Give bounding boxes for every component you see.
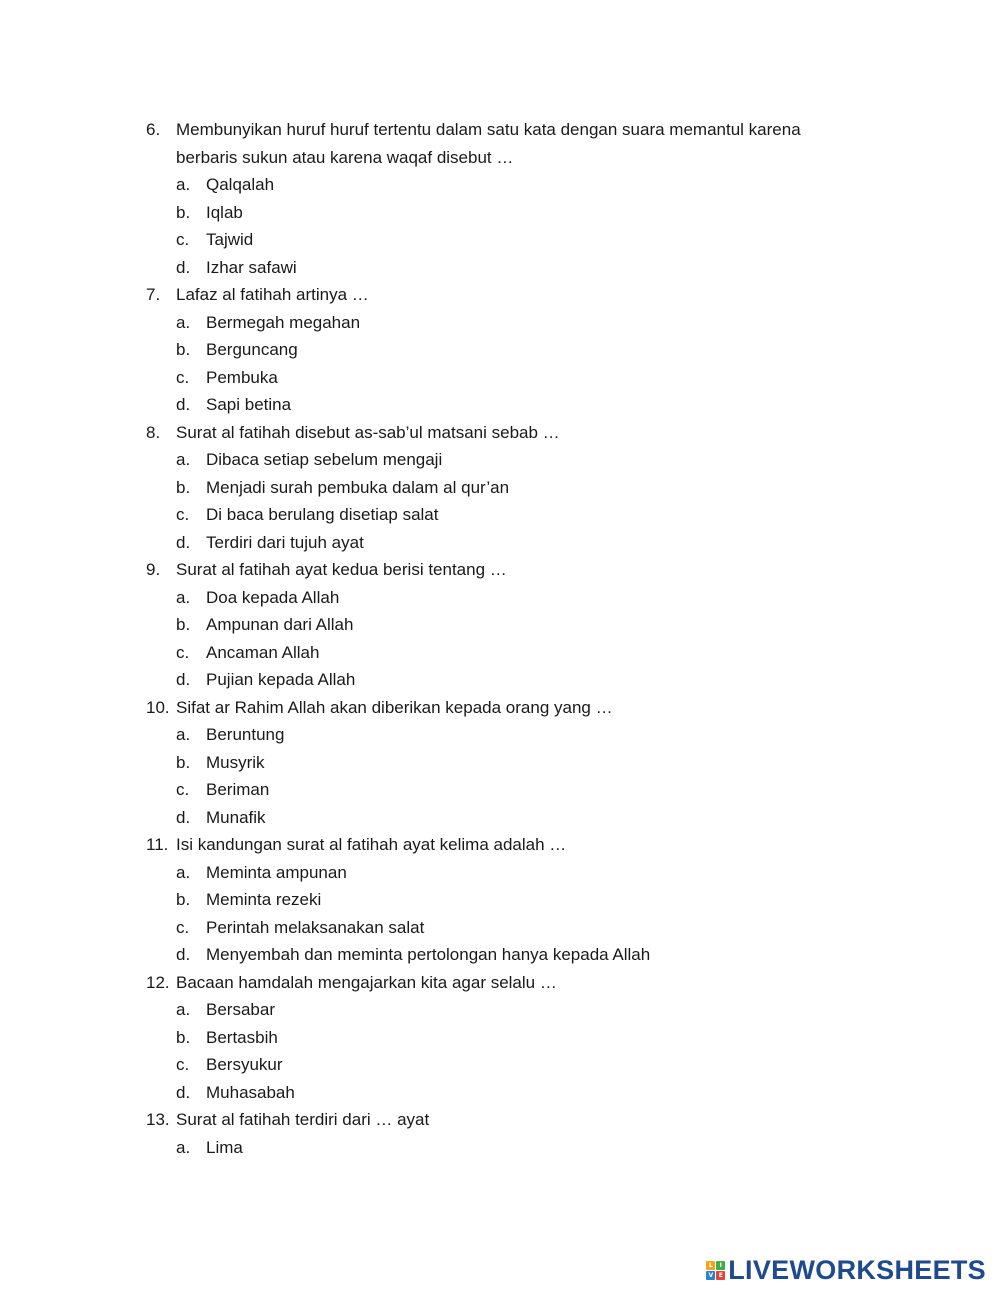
answer-option[interactable] [176,804,866,832]
option-text: Pujian kepada Allah [206,670,356,689]
option-letter: a. [176,1000,191,1019]
question-text: Surat al fatihah ayat kedua berisi tentang … [176,560,507,579]
option-list [146,721,866,831]
option-letter: c. [176,367,190,387]
answer-option[interactable] [176,666,866,694]
answer-option[interactable] [176,914,866,942]
answer-option[interactable] [176,474,866,502]
question-number: 10. [146,697,170,717]
option-text: Beruntung [206,725,285,744]
answer-option[interactable] [176,391,866,419]
option-text: Sapi betina [206,395,292,414]
option-letter: b. [176,477,191,497]
option-list [146,309,866,419]
option-letter: d. [176,257,191,277]
question-item [146,556,866,694]
question-row [146,969,866,997]
option-text: Menyembah dan meminta pertolongan hanya kepada Allah [206,945,651,964]
answer-option[interactable] [176,749,866,777]
answer-option[interactable] [176,1051,866,1079]
answer-option[interactable] [176,776,866,804]
option-letter: d. [176,532,191,552]
option-text: Dibaca setiap sebelum mengaji [206,450,443,469]
option-letter: c. [176,1055,190,1074]
question-row [146,281,866,309]
answer-option[interactable] [176,996,866,1024]
answer-option[interactable] [176,1024,866,1052]
option-text: Qalqalah [206,175,275,194]
question-number: 13. [146,1110,170,1129]
option-list [146,859,866,969]
question-row [146,419,866,447]
option-text: Meminta rezeki [206,890,322,909]
answer-option[interactable] [176,941,866,969]
answer-option[interactable] [176,1079,866,1107]
option-list [146,1134,866,1162]
option-letter: c. [176,230,190,249]
answer-option[interactable] [176,226,866,254]
option-letter: d. [176,395,191,414]
option-text: Iqlab [206,202,243,222]
question-text: Membunyikan huruf huruf tertentu dalam satu kata dengan suara memantul karena berbaris sukun atau karena waqaf disebut … [176,120,801,167]
option-text: Bermegah megahan [206,312,361,332]
question-number: 7. [146,285,161,304]
answer-option[interactable] [176,501,866,529]
answer-option[interactable] [176,364,866,392]
option-text: Ancaman Allah [206,642,320,662]
answer-option[interactable] [176,254,866,282]
option-text: Menjadi surah pembuka dalam al qur’an [206,477,510,497]
option-letter: a. [176,175,191,194]
option-letter: b. [176,1027,191,1047]
option-text: Beriman [206,780,270,799]
option-letter: a. [176,1137,191,1157]
answer-option[interactable] [176,336,866,364]
answer-option[interactable] [176,859,866,887]
option-letter: a. [176,587,191,607]
option-letter: d. [176,1082,191,1102]
option-list [146,446,866,556]
logo-mark-letter: L [706,1261,715,1270]
question-number: 9. [146,560,161,579]
option-letter: b. [176,202,191,222]
option-text: Bersabar [206,1000,275,1019]
question-text: Sifat ar Rahim Allah akan diberikan kepada orang yang … [176,697,613,717]
question-number: 6. [146,120,161,139]
option-letter: d. [176,670,191,689]
question-text: Lafaz al fatihah artinya … [176,285,369,304]
liveworksheets-logo-icon [706,1261,725,1280]
answer-option[interactable] [176,529,866,557]
option-text: Doa kepada Allah [206,587,340,607]
answer-option[interactable] [176,309,866,337]
question-item [146,419,866,557]
option-letter: b. [176,340,191,359]
answer-option[interactable] [176,171,866,199]
answer-option[interactable] [176,1134,866,1162]
question-row [146,831,866,859]
option-text: Meminta ampunan [206,862,347,882]
option-list [146,996,866,1106]
option-letter: a. [176,862,191,882]
question-item [146,831,866,969]
option-text: Pembuka [206,367,278,387]
question-number: 12. [146,972,170,992]
option-letter: c. [176,505,190,524]
option-letter: c. [176,917,190,937]
answer-option[interactable] [176,199,866,227]
question-item [146,969,866,1107]
question-number: 8. [146,422,161,442]
option-letter: a. [176,450,191,469]
option-letter: a. [176,312,191,332]
option-text: Musyrik [206,752,265,772]
option-letter: b. [176,615,191,634]
question-row [146,1106,866,1134]
answer-option[interactable] [176,584,866,612]
logo-mark-letter: V [706,1271,715,1280]
option-list [146,171,866,281]
option-letter: d. [176,807,191,827]
option-letter: b. [176,752,191,772]
option-text: Bertasbih [206,1027,278,1047]
option-text: Muhasabah [206,1082,295,1102]
option-text: Tajwid [206,230,254,249]
question-text: Surat al fatihah disebut as-sab’ul matsani sebab … [176,422,560,442]
answer-option[interactable] [176,446,866,474]
answer-option[interactable] [176,721,866,749]
question-row [146,116,866,171]
option-text: Izhar safawi [206,257,297,277]
question-row [146,694,866,722]
logo-mark-letter: I [716,1261,725,1270]
answer-option[interactable] [176,886,866,914]
option-text: Ampunan dari Allah [206,615,354,634]
question-text: Isi kandungan surat al fatihah ayat kelima adalah … [176,835,567,854]
option-letter: b. [176,890,191,909]
question-item [146,281,866,419]
option-letter: a. [176,725,191,744]
question-number: 11. [146,835,169,854]
option-letter: c. [176,642,190,662]
option-list [146,584,866,694]
option-text: Perintah melaksanakan salat [206,917,425,937]
question-text: Bacaan hamdalah mengajarkan kita agar selalu … [176,972,557,992]
question-item [146,116,866,281]
answer-option[interactable] [176,611,866,639]
liveworksheets-logo[interactable] [706,1255,986,1286]
option-text: Bersyukur [206,1055,283,1074]
logo-mark-letter: E [716,1271,725,1280]
question-list [146,116,866,1161]
option-letter: c. [176,780,190,799]
question-item [146,694,866,832]
option-text: Di baca berulang disetiap salat [206,505,439,524]
question-row [146,556,866,584]
answer-option[interactable] [176,639,866,667]
option-text: Berguncang [206,340,298,359]
question-text: Surat al fatihah terdiri dari … ayat [176,1110,430,1129]
option-text: Terdiri dari tujuh ayat [206,532,364,552]
option-text: Munafik [206,807,266,827]
logo-text: LIVEWORKSHEETS [728,1255,986,1285]
option-text: Lima [206,1137,243,1157]
option-letter: d. [176,945,191,964]
question-item [146,1106,866,1161]
